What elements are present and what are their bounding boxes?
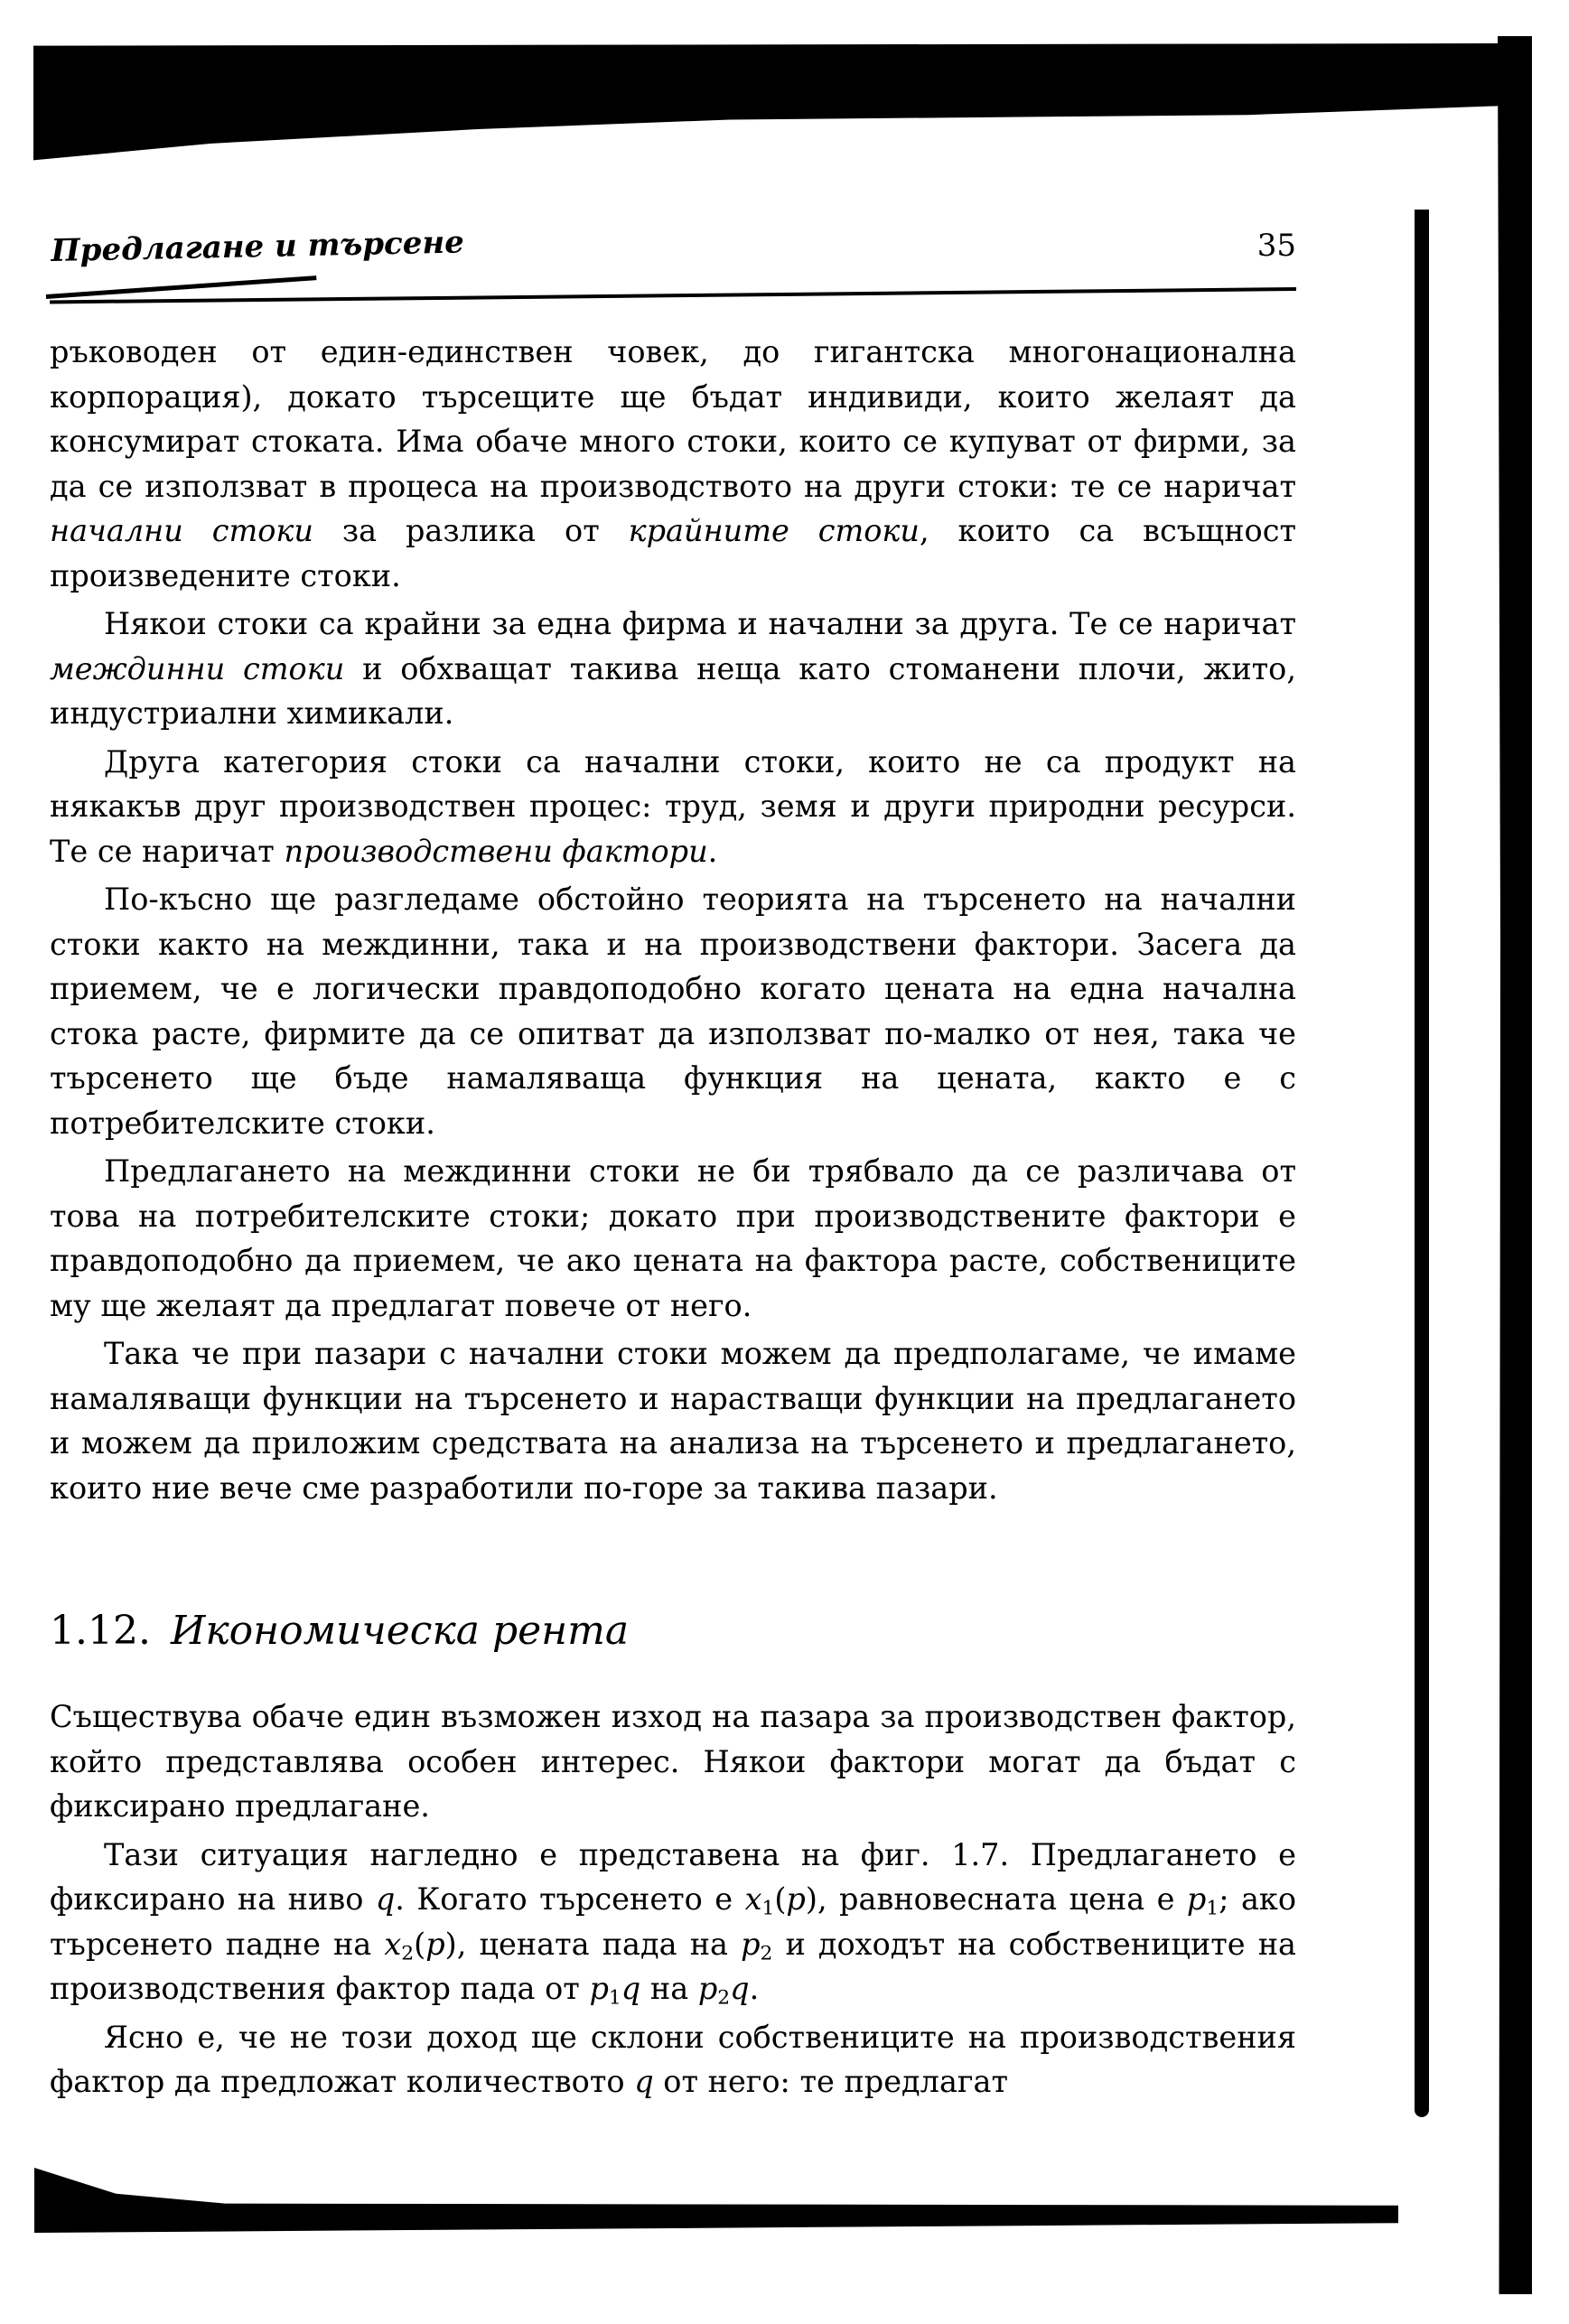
running-head: [50, 224, 1296, 282]
header-rule-curl: [46, 275, 317, 299]
emphasis: p: [741, 1926, 761, 1962]
text-run: ): [805, 1881, 817, 1917]
text-run: за разлика от: [313, 513, 629, 548]
paragraph: [50, 330, 1296, 598]
text-run: и доходът на собствениците на производствения фактор пада от: [50, 1926, 1297, 2006]
text-run: Ясно е, че не този доход ще склони собствениците на производствения фактор да предложат количеството: [50, 2019, 1296, 2099]
body-text-after-section: [50, 1694, 1296, 2105]
text-run: от него: те предлагат: [653, 2064, 1008, 2099]
emphasis: q: [621, 1971, 641, 2006]
scan-border-top: [33, 43, 1515, 163]
scan-gutter-shadow: [1415, 210, 1429, 2117]
text-run: Тази ситуация нагледно е представена на фиг. 1.7. Предлагането е фиксирано на ниво: [50, 1836, 1296, 1917]
text-run: (: [774, 1881, 787, 1917]
text-run: .: [749, 1971, 760, 2006]
running-head-title: Предлагане и търсене: [51, 224, 465, 269]
text-run: Друга категория стоки са начални стоки, които не са продукт на някакъв друг производствен процес: труд, земя и други природни ресурси. Те се наричат: [50, 743, 1296, 869]
emphasis: x: [744, 1881, 762, 1917]
text-run: .: [707, 833, 718, 869]
emphasis: p: [697, 1971, 718, 2006]
text-run: ; ако търсенето падне на: [50, 1881, 1297, 1962]
section-number: 1.12.: [50, 1608, 151, 1654]
emphasis: p: [589, 1971, 609, 2006]
paragraph: [50, 1331, 1296, 1510]
text-run: Някои стоки са крайни за една фирма и начални за друга. Те се наричат: [104, 606, 1296, 641]
text-run: . Когато търсенето е: [395, 1881, 745, 1917]
text-run: (: [414, 1926, 426, 1962]
emphasis: q: [730, 1971, 750, 2006]
emphasis: производствени фактори: [284, 833, 708, 869]
subscript: 2: [401, 1941, 415, 1965]
paragraph: [50, 877, 1296, 1145]
section-heading: [50, 1608, 629, 1654]
subscript: 1: [761, 1897, 775, 1920]
text-run: По-късно ще разгледаме обстойно теорията на търсенето на начални стоки както на междинни, така и на производствени фактори. Засега да приемем, че е логически правдоподобно когато цената на една начална стока расте, фирмите да се опитват да използват по-малко от нея, така че търсенето ще бъде намаляваща функция на цената, както е с потребителските стоки.: [50, 882, 1296, 1141]
text-run: , цената пада на: [456, 1926, 742, 1962]
subscript: 2: [717, 1986, 731, 2010]
text-run: , които са всъщност произведените стоки.: [50, 513, 1296, 593]
paragraph: [50, 2015, 1296, 2105]
text-run: , равновесната цена е: [817, 1881, 1187, 1917]
header-rule: [50, 287, 1296, 303]
text-run: на: [640, 1971, 698, 2006]
emphasis: p: [425, 1926, 445, 1962]
text-run: и обхващат такива неща като стоманени плочи, жито, индустриални химикали.: [50, 650, 1297, 731]
body-text-before-section: [50, 330, 1296, 1510]
subscript: 1: [1206, 1897, 1219, 1920]
emphasis: крайните стоки: [628, 513, 920, 548]
subscript: 1: [608, 1986, 621, 2010]
emphasis: междинни стоки: [50, 650, 345, 686]
emphasis: начални стоки: [50, 513, 313, 548]
paragraph: [50, 1833, 1296, 2011]
emphasis: x: [384, 1926, 402, 1962]
scan-border-right: [1498, 36, 1532, 2294]
emphasis: q: [634, 2064, 654, 2099]
emphasis: p: [1186, 1881, 1207, 1917]
text-run: Така че при пазари с начални стоки можем да предполагаме, че имаме намаляващи функции на търсенето и нарастващи функции на предлагането и можем да приложим средствата на анализа на търсенето и предлагането, които ние вече сме разработили по-горе за такива пазари.: [50, 1336, 1296, 1506]
paragraph: [50, 602, 1296, 736]
paragraph: [50, 1694, 1296, 1829]
emphasis: q: [375, 1881, 396, 1917]
section-title: Икономическа рента: [170, 1608, 630, 1654]
text-run: Предлагането на междинни стоки не би трябвало да се различава от това на потребителските стоки; докато при производствените фактори е правдоподобно да приемем, че ако цената на фактора расте, собствениците му ще желаят да предлагат повече от него.: [50, 1153, 1296, 1323]
scan-border-bottom: [34, 2168, 1398, 2233]
page-number: 35: [1256, 228, 1296, 264]
text-run: ръководен от един-единствен човек, до гигантска многонационална корпорация), докато търсещите ще бъдат индивиди, които желаят да консумират стоката. Има обаче много стоки, които се купуват от фирми, за да се използват в процеса на производството на други стоки: те се наричат: [50, 334, 1296, 504]
text-run: Съществува обаче един възможен изход на пазара за производствен фактор, който представлява особен интерес. Някои фактори могат да бъдат с фиксирано предлагане.: [50, 1699, 1296, 1824]
paragraph: [50, 1149, 1296, 1328]
subscript: 2: [760, 1941, 773, 1965]
text-run: ): [444, 1926, 457, 1962]
emphasis: p: [786, 1881, 806, 1917]
paragraph: [50, 740, 1296, 874]
